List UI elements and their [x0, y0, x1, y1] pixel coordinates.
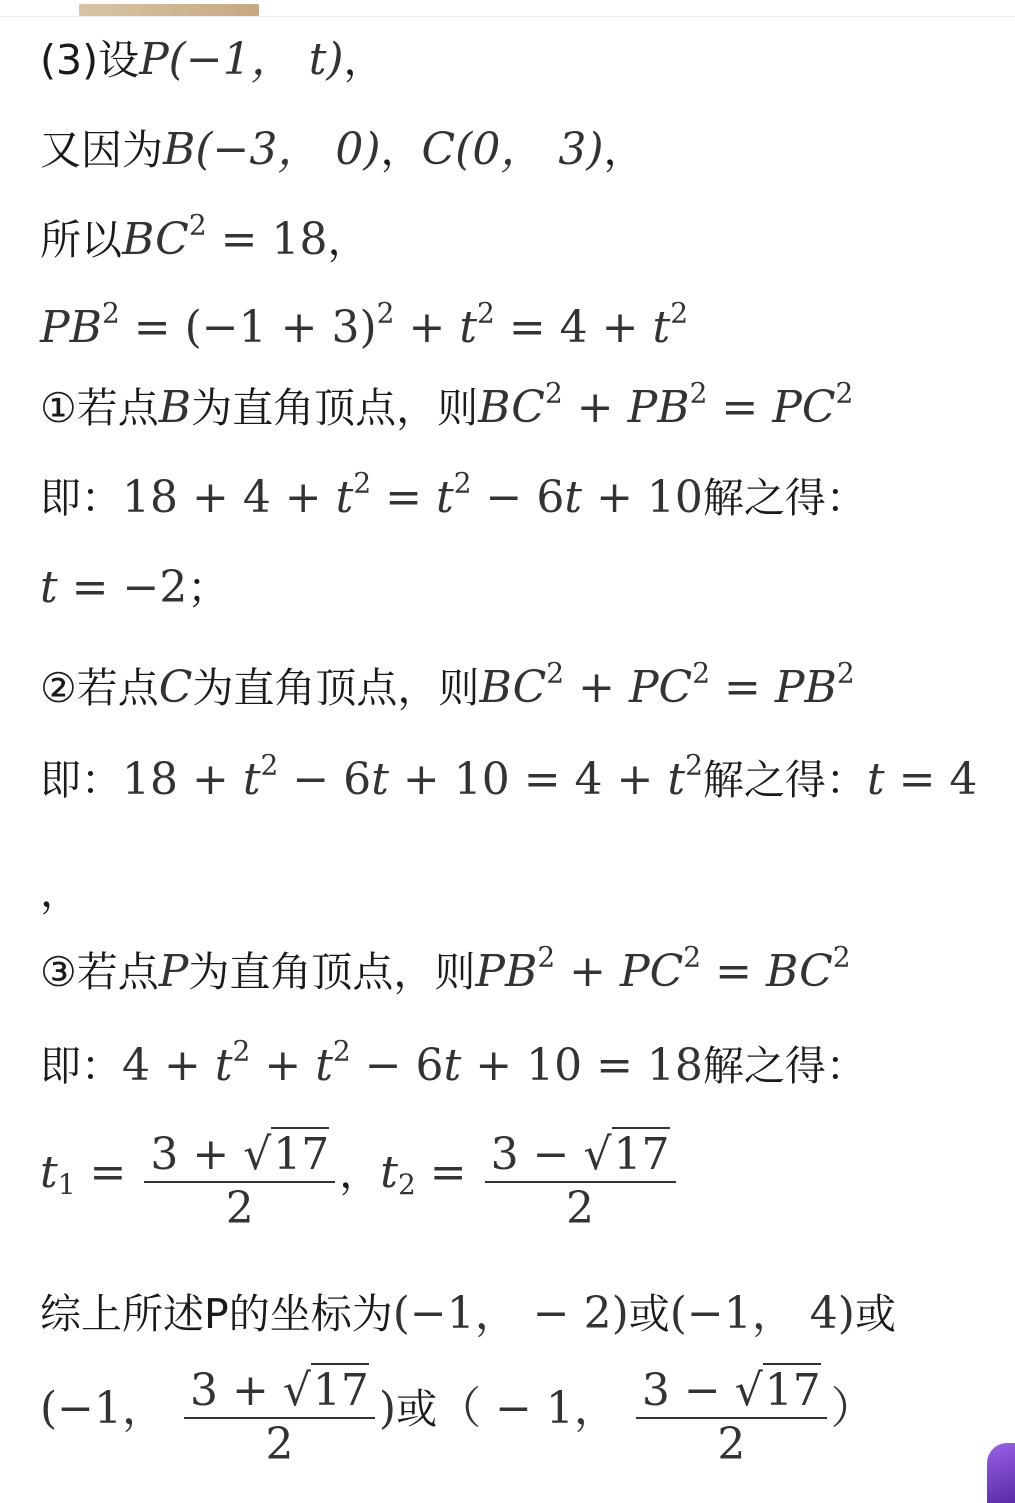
text: (3)设	[40, 36, 140, 84]
math: $BC^2 + PC^2 = PB^2$	[479, 656, 855, 713]
line-3: 所以$BC^2 = 18$，	[40, 208, 369, 265]
math: $18 + t^2 - 6t + 10 = 4 + t^2$	[122, 748, 703, 805]
math: B	[158, 382, 192, 433]
math: （ − 1，	[437, 1383, 632, 1435]
math: C	[158, 662, 193, 713]
corner-decoration	[987, 1443, 1015, 1503]
math: t = 4	[866, 754, 978, 805]
math: $4 + t^2 + t^2 - 6t + 10 = 18$	[122, 1034, 703, 1091]
math: $BC^2 + PB^2 = PC^2$	[478, 376, 854, 433]
line-4	[40, 296, 689, 353]
math: t = −2	[40, 562, 188, 613]
line-7: t = −2；	[40, 562, 229, 613]
math: (−1， − 2)	[392, 1288, 629, 1339]
math: $18 + 4 + t^2 = t^2 - 6t + 10$	[122, 466, 703, 523]
fraction-2: $\frac{3 - √17}{2}$	[485, 1130, 676, 1235]
math: $t_1$ =	[40, 1147, 141, 1202]
line-6: 即：$18 + 4 + t^2 = t^2 - 6t + 10$解之得：	[40, 466, 867, 523]
math: $PB^2 = (-1 + 3)^2 + t^2 = 4 + t^2$	[40, 296, 689, 353]
line-14: 综上所述P的坐标为(−1， − 2)或(−1， 4)或	[40, 1288, 896, 1339]
line-2: 又因为B(−3， 0)，C(0， 3)，	[40, 124, 645, 175]
math: B(−3， 0)	[163, 124, 381, 175]
math: $PB^2 + PC^2 = BC^2$	[475, 940, 851, 997]
math: $t_2$ =	[380, 1147, 481, 1202]
math: $BC^2 = 18$	[122, 208, 328, 265]
fraction-4: $\frac{3 - √17}{2}$	[636, 1366, 827, 1471]
accent-bar	[79, 4, 259, 16]
line-12: 即：$4 + t^2 + t^2 - 6t + 10 = 18$解之得：	[40, 1034, 867, 1091]
math: P	[158, 946, 189, 997]
math: C(0， 3)	[421, 124, 604, 175]
line-8: ②若点C为直角顶点，则$BC^2 + PC^2 = PB^2$	[40, 656, 855, 713]
fraction-3: $\frac{3 + √17}{2}$	[184, 1366, 375, 1471]
line-11: ③若点P为直角顶点，则$PB^2 + PC^2 = BC^2$	[40, 940, 851, 997]
line-1: (3)设P(−1， t)，	[40, 34, 385, 85]
math: P(−1， t)	[139, 34, 344, 85]
line-15: (−1， $\frac{3 + √17}{2}$ )或（ − 1， $\frac{3 - √17}{2}$ ）	[40, 1365, 875, 1470]
line-13: $t_1$ = $\frac{3 + √17}{2}$ ，$t_2$ = $\frac{3 - √17}{2}$	[40, 1130, 680, 1235]
line-9: 即：$18 + t^2 - 6t + 10 = 4 + t^2$解之得：t = 4	[40, 748, 978, 805]
line-10: ，	[40, 868, 81, 916]
line-5: ①若点B为直角顶点，则$BC^2 + PB^2 = PC^2$	[40, 376, 854, 433]
fraction-1: $\frac{3 + √17}{2}$	[144, 1130, 335, 1235]
math: (−1， 4)	[669, 1288, 855, 1339]
math: (−1，	[40, 1383, 181, 1435]
